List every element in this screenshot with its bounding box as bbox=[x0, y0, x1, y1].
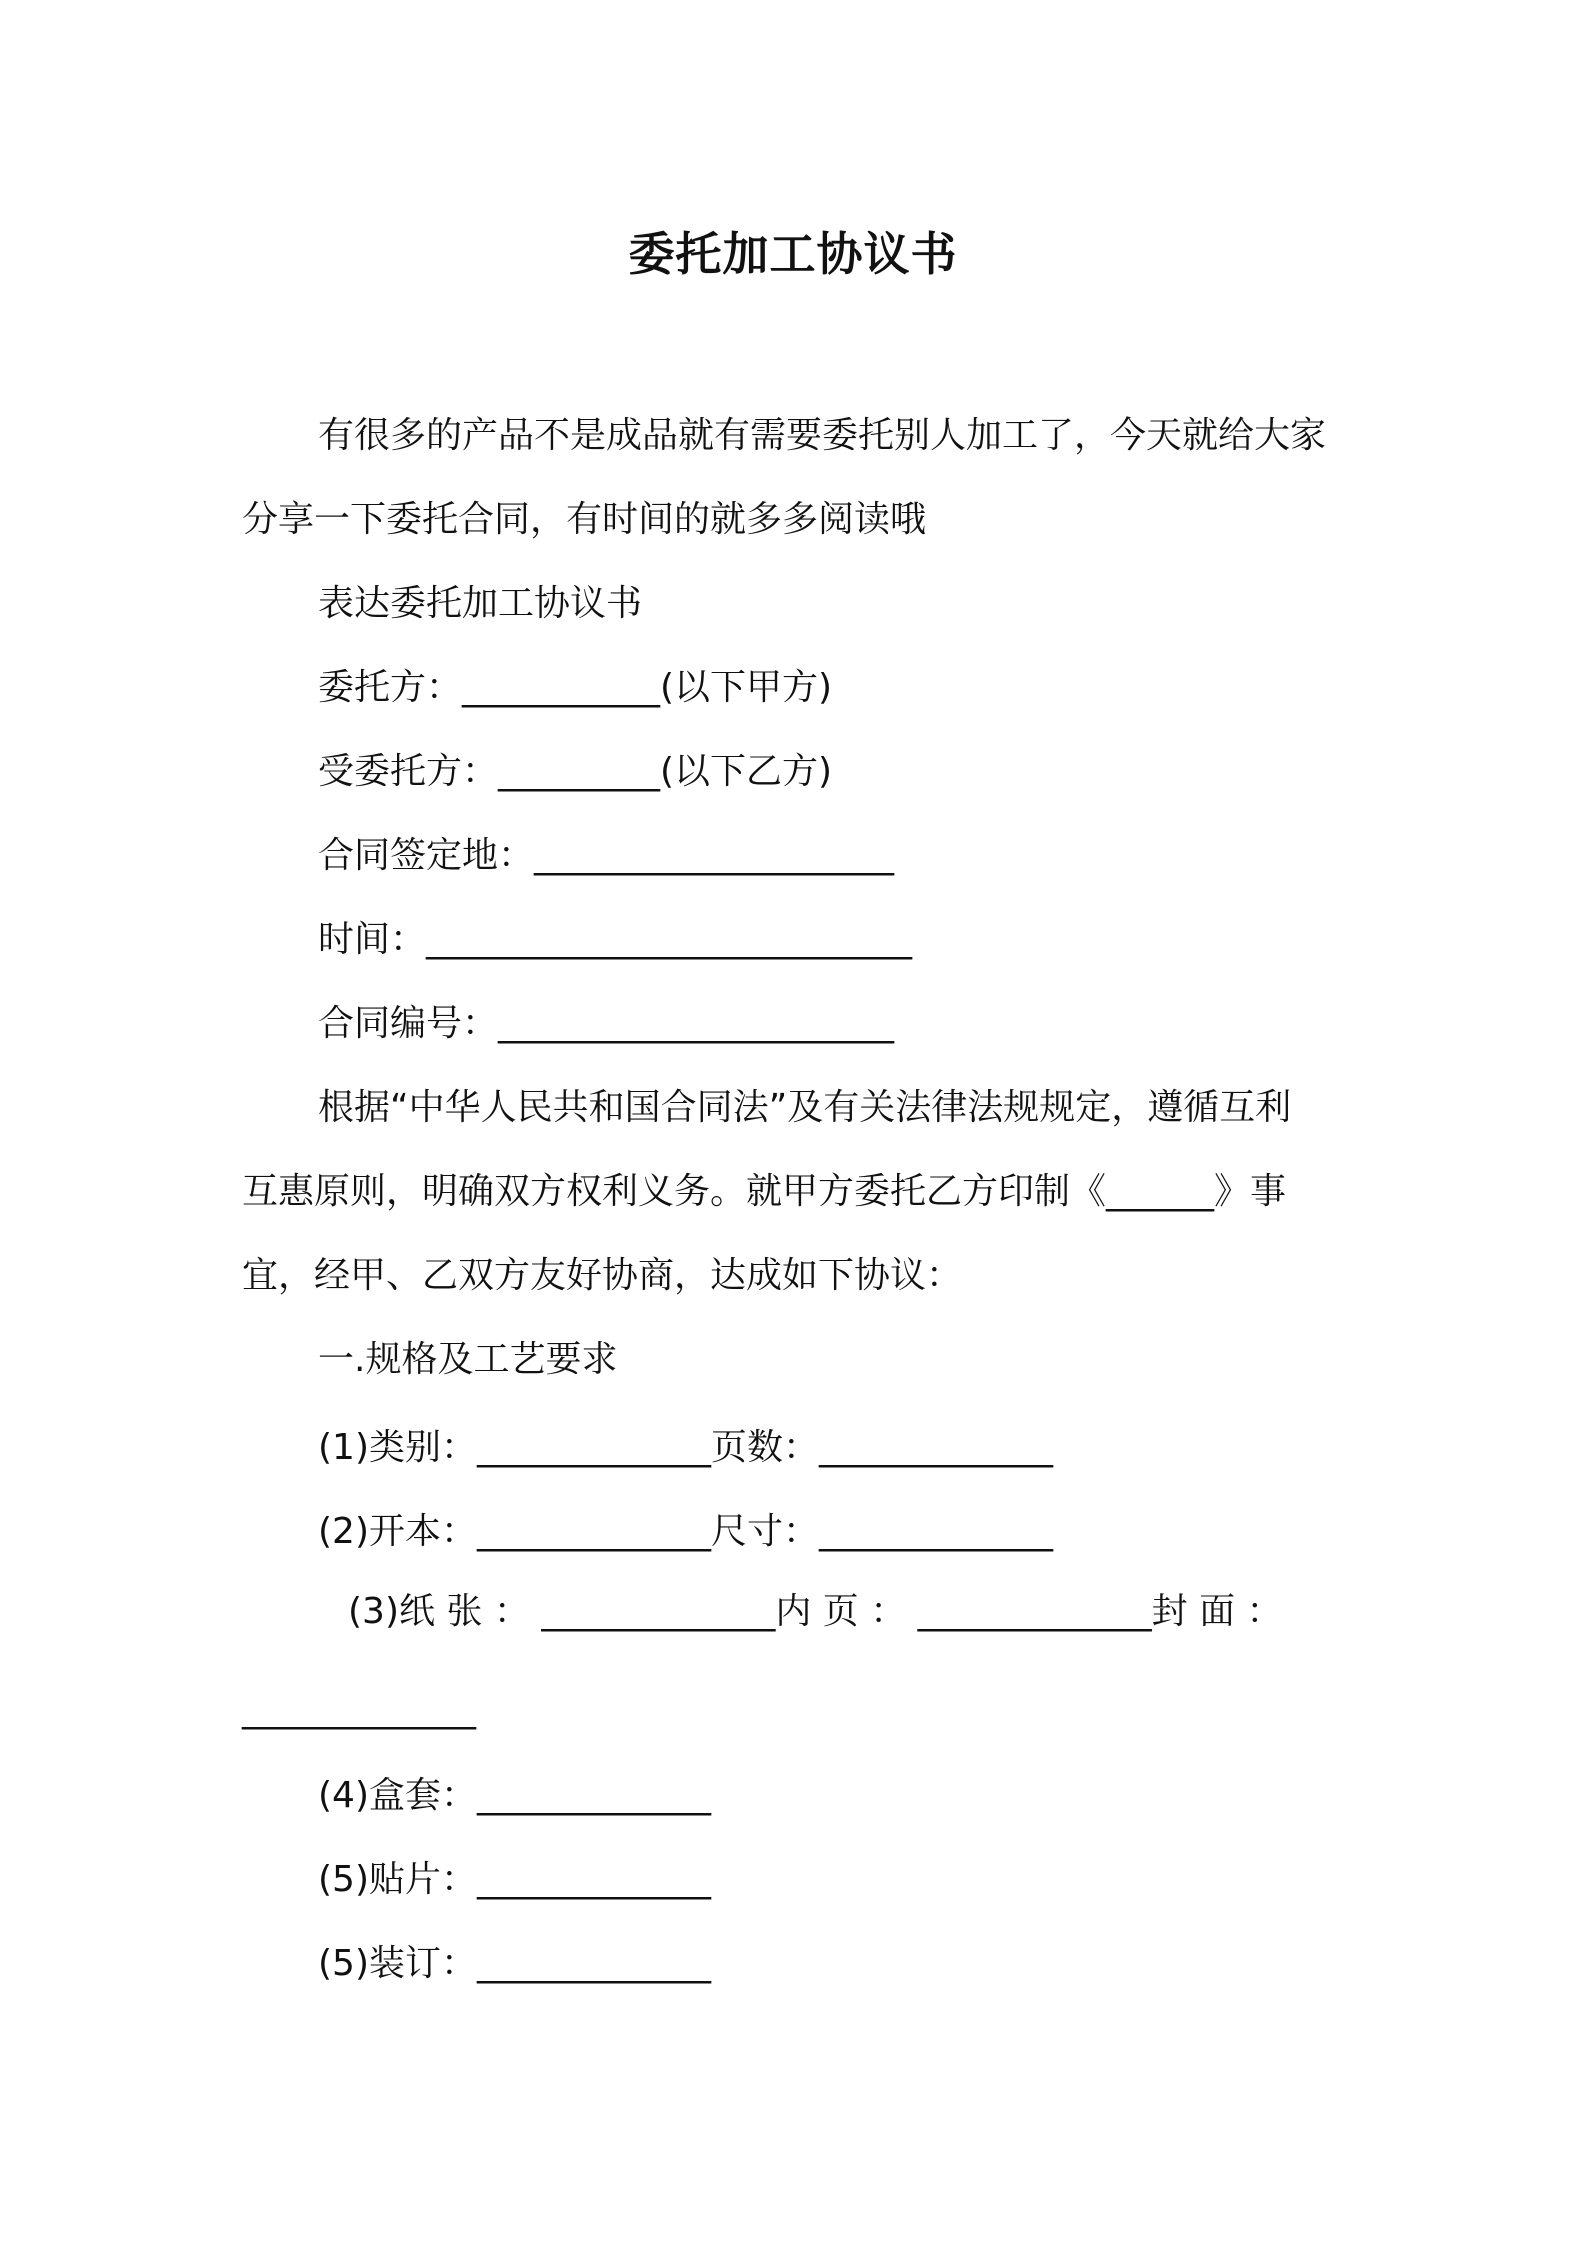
intro-paragraph-line-2: 分享一下委托合同，有时间的就多多阅读哦 bbox=[242, 499, 927, 540]
body-paragraph-line-1: 根据“中华人民共和国合同法”及有关法律法规规定，遵循互利 bbox=[318, 1087, 1292, 1128]
item-paper: (3)纸 张 ： _____________内 页 ： _____________封 面 ： bbox=[348, 1591, 1283, 1632]
client-field: 委托方：___________(以下甲方) bbox=[318, 667, 833, 708]
intro-paragraph-line-1: 有很多的产品不是成品就有需要委托别人加工了，今天就给大家 bbox=[318, 415, 1327, 456]
subtitle: 表达委托加工协议书 bbox=[318, 583, 643, 624]
item-box: (4)盒套：_____________ bbox=[318, 1775, 711, 1816]
contract-number-field: 合同编号：______________________ bbox=[318, 1003, 895, 1044]
item-format-size: (2)开本：_____________尺寸：_____________ bbox=[318, 1511, 1053, 1552]
signing-place-field: 合同签定地：____________________ bbox=[318, 835, 895, 876]
document-title: 委托加工协议书 bbox=[628, 227, 958, 281]
body-paragraph-line-2: 互惠原则，明确双方权利义务。就甲方委托乙方印制《______》事 bbox=[242, 1171, 1287, 1212]
time-field: 时间：___________________________ bbox=[318, 919, 913, 960]
item-sticker: (5)贴片：_____________ bbox=[318, 1859, 711, 1900]
section-heading-1: 一.规格及工艺要求 bbox=[318, 1339, 618, 1380]
body-paragraph-line-3: 宜，经甲、乙双方友好协商，达成如下协议： bbox=[242, 1255, 963, 1296]
item-binding: (5)装订：_____________ bbox=[318, 1943, 711, 1984]
item-category-pages: (1)类别：_____________页数：_____________ bbox=[318, 1427, 1053, 1468]
item-paper-continuation: _____________ bbox=[242, 1689, 476, 1730]
contractor-field: 受委托方：_________(以下乙方) bbox=[318, 751, 833, 792]
